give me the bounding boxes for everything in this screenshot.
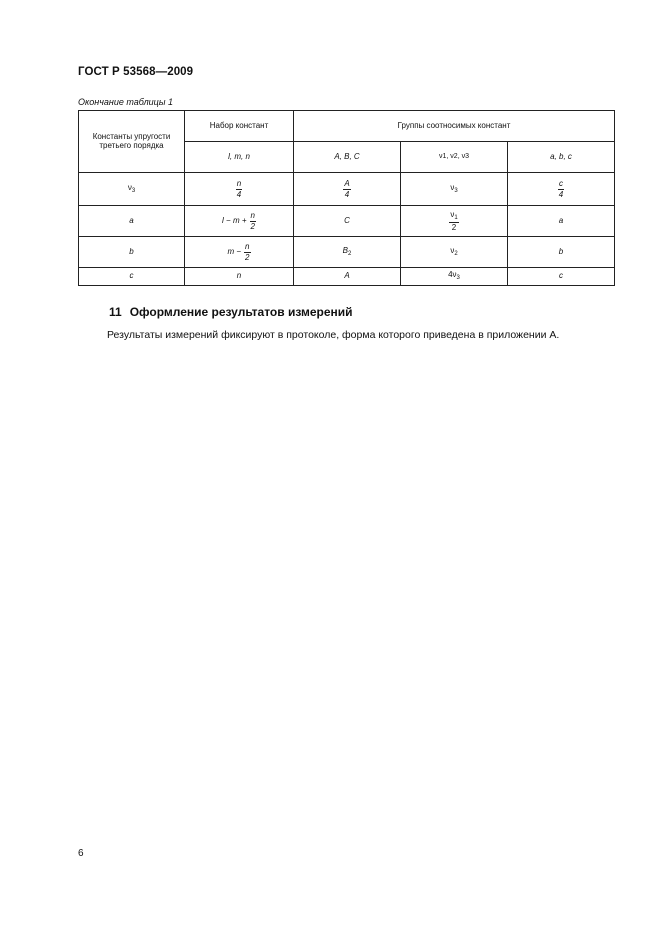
cell-abc: c (508, 268, 615, 286)
cell-abc: b (508, 237, 615, 268)
cell-label: c (79, 268, 185, 286)
cell-label: a (79, 206, 185, 237)
subheader-abc: a, b, c (508, 142, 615, 173)
cell-abc (508, 173, 615, 206)
subheader-lmn: l, m, n (185, 142, 294, 173)
fraction: $\frac{c}{4}$ (558, 178, 564, 199)
header-constants: Константы упругости третьего порядка (79, 111, 185, 173)
cell-set: l − m + $\frac{n}{2}$ (185, 206, 294, 237)
cell-set: m − $\frac{n}{2}$ (185, 237, 294, 268)
fraction: $\frac{n}{4}$ (236, 178, 242, 199)
cell-abc: a (508, 206, 615, 237)
cell-ABC: C (294, 206, 401, 237)
cell-ABC (294, 173, 401, 206)
page-number: 6 (78, 848, 84, 859)
table-row (79, 173, 615, 206)
fraction: $\frac{A}{4}$ (344, 178, 350, 199)
cell-label: $\nu_3$ (79, 173, 185, 206)
section-heading (109, 305, 353, 319)
cell-label: b (79, 237, 185, 268)
table-row (79, 206, 615, 237)
constants-table (78, 110, 615, 286)
subheader-nu: ν1, ν2, ν3 (401, 142, 508, 173)
cell-nu: $\nu_3$ (401, 173, 508, 206)
body-paragraph: Результаты измерений фиксируют в протоколе, форма которого приведена в приложении А. (107, 329, 560, 341)
cell-set: n (185, 268, 294, 286)
table-caption: Окончание таблицы 1 (78, 97, 173, 107)
cell-nu: $4\nu_3$ (401, 268, 508, 286)
section-number: 11 (109, 305, 122, 319)
header-set: Набор констант (185, 111, 294, 142)
header-groups: Группы соотносимых констант (294, 111, 615, 142)
cell-nu: $\nu_2$ (401, 237, 508, 268)
table-row (79, 237, 615, 268)
section-title: Оформление результатов измерений (129, 305, 353, 319)
fraction: $\frac{n}{2}$ (250, 210, 255, 231)
fraction: $\frac{\nu_1}{2}$ (450, 209, 458, 232)
document-id: ГОСТ Р 53568—2009 (78, 66, 194, 78)
fraction: $\frac{n}{2}$ (245, 241, 250, 262)
table-header-row (79, 111, 615, 142)
cell-ABC: $B_2$ (294, 237, 401, 268)
cell-ABC: A (294, 268, 401, 286)
cell-set (185, 173, 294, 206)
cell-nu (401, 206, 508, 237)
table-row (79, 268, 615, 286)
subheader-ABC: A, B, C (294, 142, 401, 173)
